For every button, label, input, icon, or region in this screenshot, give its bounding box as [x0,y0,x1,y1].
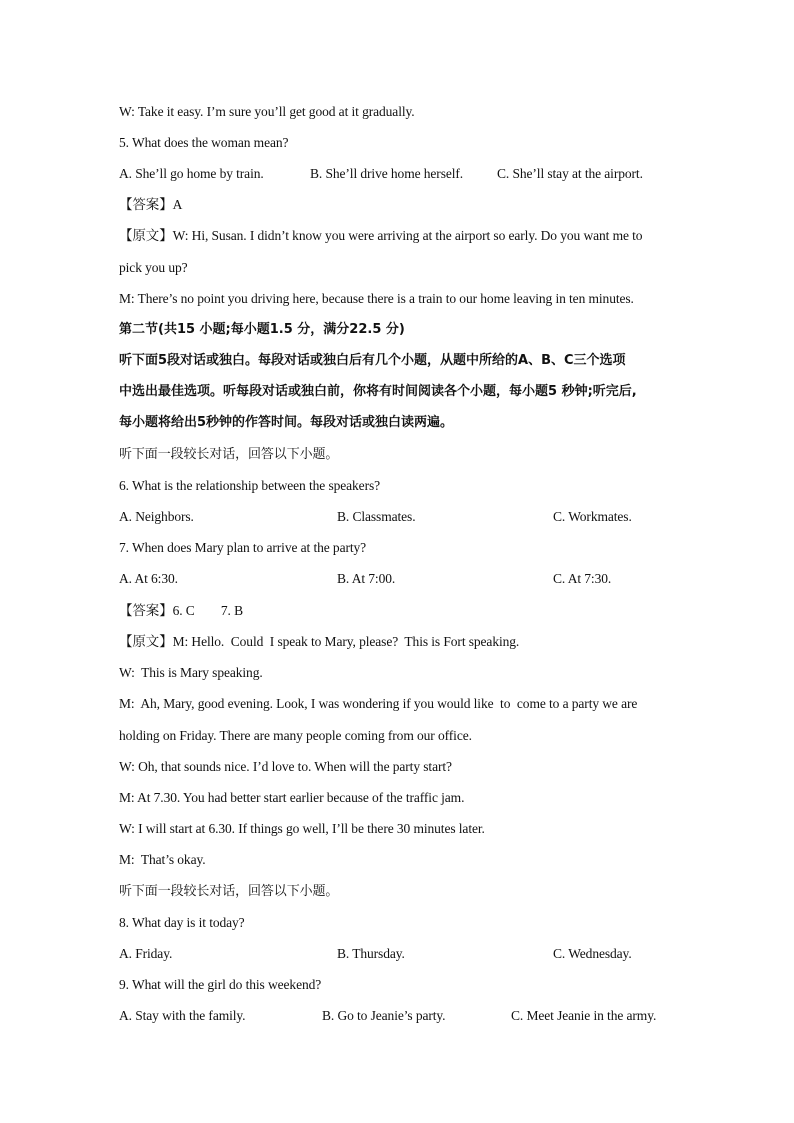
transcript-line: W: This is Mary speaking. [119,665,263,680]
instructions-line: 每小题将给出5秒钟的作答时间。每段对话或独白读两遍。 [119,415,454,430]
transcript-line: M: Ah, Mary, good evening. Look, I was wondering if you would like to come to a party we are [119,696,638,711]
q7-option-b: B. At 7:00. [337,571,396,586]
dialogue-line: W: Take it easy. I’m sure you’ll get good at it gradually. [119,104,415,119]
dialogue-intro: 听下面一段较长对话，回答以下小题。 [119,447,339,462]
question-7: 7. When does Mary plan to arrive at the party? [119,540,367,555]
transcript-line: W: Oh, that sounds nice. I’d love to. When will the party start? [119,759,452,774]
transcript-line: W: I will start at 6.30. If things go well, I’ll be there 30 minutes later. [119,821,485,836]
q8-option-c: C. Wednesday. [553,946,632,961]
transcript-line: M: There’s no point you driving here, because there is a train to our home leaving in ten minutes. [119,291,634,306]
transcript-line: M: At 7.30. You had better start earlier because of the traffic jam. [119,790,465,805]
transcript-line: pick you up? [119,260,188,275]
transcript-line: M: That’s okay. [119,852,206,867]
q6-option-a: A. Neighbors. [119,509,194,524]
question-6: 6. What is the relationship between the speakers? [119,478,381,493]
question-9: 9. What will the girl do this weekend? [119,977,322,992]
q5-option-c: C. She’ll stay at the airport. [497,166,643,181]
transcript-line: 【原文】M: Hello. Could I speak to Mary, please? This is Fort speaking. [119,634,520,649]
instructions-line: 听下面5段对话或独白。每段对话或独白后有几个小题，从题中所给的A、B、C三个选项 [119,353,626,368]
transcript-line: holding on Friday. There are many people coming from our office. [119,728,472,743]
answer-q5: 【答案】A [119,197,183,212]
q9-option-c: C. Meet Jeanie in the army. [511,1008,657,1023]
section-heading: 第二节(共15 小题;每小题1.5 分，满分22.5 分) [119,322,405,337]
transcript-line: 【原文】W: Hi, Susan. I didn’t know you were arriving at the airport so early. Do you want me to [119,228,643,243]
q7-option-c: C. At 7:30. [553,571,612,586]
question-8: 8. What day is it today? [119,915,245,930]
instructions-line: 中选出最佳选项。听每段对话或独白前，你将有时间阅读各个小题，每小题5 秒钟;听完后, [119,384,637,399]
q9-option-b: B. Go to Jeanie’s party. [322,1008,446,1023]
q5-option-b: B. She’ll drive home herself. [310,166,464,181]
q6-option-c: C. Workmates. [553,509,632,524]
dialogue-intro: 听下面一段较长对话，回答以下小题。 [119,884,339,899]
q6-option-b: B. Classmates. [337,509,416,524]
q9-option-a: A. Stay with the family. [119,1008,246,1023]
q8-option-a: A. Friday. [119,946,173,961]
q7-option-a: A. At 6:30. [119,571,178,586]
answer-q6-q7: 【答案】6. C 7. B [119,603,244,618]
q5-option-a: A. She’ll go home by train. [119,166,264,181]
q8-option-b: B. Thursday. [337,946,405,961]
question-5: 5. What does the woman mean? [119,135,289,150]
